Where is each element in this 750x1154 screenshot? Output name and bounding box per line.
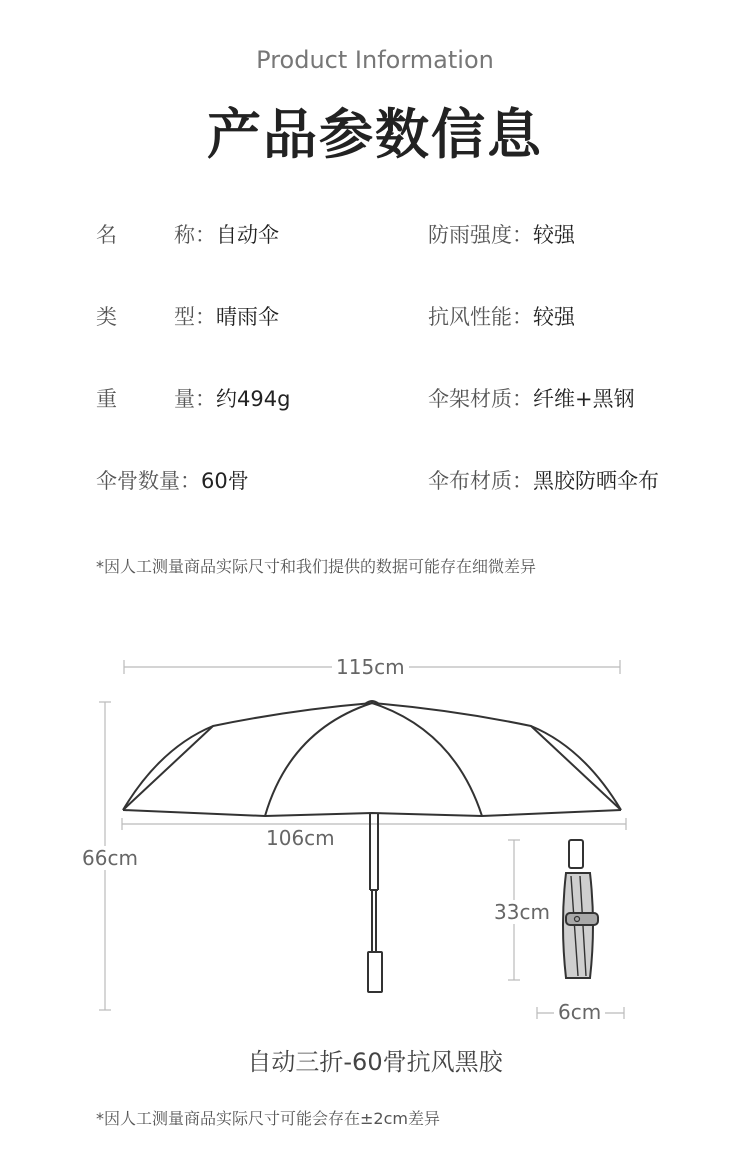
spec-value: 晴雨伞 (216, 305, 279, 329)
open-umbrella (123, 701, 621, 992)
spec-key: 防雨强度： (428, 223, 533, 247)
spec-value: 较强 (533, 305, 575, 329)
spec-value: 纤维+黑钢 (533, 387, 635, 411)
disclaimer-bottom: *因人工测量商品实际尺寸可能会存在±2cm差异 (96, 1109, 440, 1128)
dim-open-width: 115cm (332, 655, 409, 679)
spec-weight (96, 383, 290, 413)
dimension-lines (99, 660, 626, 1019)
umbrella-diagram (0, 640, 750, 1030)
folded-umbrella (563, 840, 598, 978)
spec-wind-resistance (428, 301, 575, 331)
dim-canopy-width: 106cm (262, 826, 339, 850)
page-title: 产品参数信息 (207, 103, 543, 166)
spec-key: 类 型： (96, 305, 216, 329)
dim-open-height: 66cm (78, 846, 142, 870)
spec-key: 名 称： (96, 223, 216, 247)
spec-value: 约494g (216, 387, 291, 411)
spec-fabric-material (428, 465, 659, 495)
spec-type (96, 301, 279, 331)
subtitle: Product Information (256, 46, 494, 74)
spec-value: 自动伞 (216, 223, 279, 247)
spec-value: 黑胶防晒伞布 (533, 469, 659, 493)
spec-rib-count (96, 465, 249, 495)
dim-folded-width: 6cm (554, 1000, 605, 1024)
spec-frame-material (428, 383, 635, 413)
spec-key: 抗风性能： (428, 305, 533, 329)
spec-name (96, 219, 279, 249)
spec-key: 伞布材质： (428, 469, 533, 493)
disclaimer-top: *因人工测量商品实际尺寸和我们提供的数据可能存在细微差异 (96, 557, 537, 576)
spec-key: 伞骨数量： (96, 469, 201, 493)
spec-rain-resistance (428, 219, 575, 249)
spec-key: 重 量： (96, 387, 216, 411)
dim-folded-length: 33cm (490, 900, 554, 924)
product-caption: 自动三折-60骨抗风黑胶 (247, 1048, 503, 1076)
spec-value: 60骨 (201, 469, 249, 493)
spec-value: 较强 (533, 223, 575, 247)
spec-key: 伞架材质： (428, 387, 533, 411)
